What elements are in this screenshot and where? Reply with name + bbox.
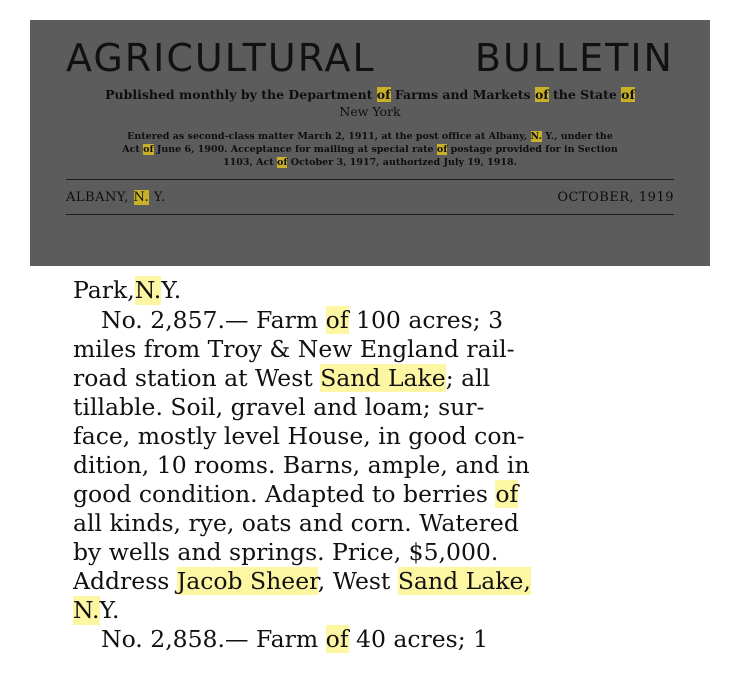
text-line [73,276,643,306]
entry-text: June 6, 1900. Acceptance for mailing at special rate [153,144,437,155]
location-text: Y. [149,190,166,205]
publisher-line [66,86,674,120]
line-text: , West [317,567,398,595]
entry-text: 1103, Act [223,157,277,168]
publisher-text: the State [548,87,622,102]
line-text: No. 2,857.— Farm [101,306,326,334]
publisher-text: Published monthly by the Department [105,87,377,102]
search-highlight: of [621,87,635,102]
dateline [66,190,674,205]
search-highlight: of [276,157,288,168]
text-line [73,335,643,364]
search-highlight: of [325,625,349,653]
bulletin-title [66,36,674,80]
search-highlight: Sand Lake, [397,567,531,595]
farm-listing-text [73,276,643,653]
line-text: face, mostly level House, in good con- [73,422,525,450]
entry-text: postage provided for in Section [447,144,618,155]
line-text [73,567,531,596]
line-text: Park, [73,276,135,304]
search-highlight: of [495,480,519,508]
text-line [73,306,643,335]
search-highlight: of [376,87,391,102]
divider-rule [66,179,674,180]
entry-text: Entered as second-class matter March 2, 1911, at the post office at Albany, [127,131,531,142]
line-text: Address [73,567,177,595]
search-highlight: Jacob Sheer [176,567,318,595]
line-text [73,364,490,393]
search-highlight: N. [133,190,150,205]
line-text: road station at West [73,364,321,392]
location-text: ALBANY, [66,190,134,205]
text-line [73,538,643,567]
entry-text: Act [122,144,144,155]
search-highlight: of [436,144,448,155]
title-right: BULLETIN [474,36,674,80]
text-line [73,596,643,625]
search-highlight: of [534,87,549,102]
line-text: tillable. Soil, gravel and loam; sur- [73,393,485,421]
line-text [73,480,518,509]
line-text: 100 acres; 3 [348,306,504,334]
search-highlight: N. [73,596,100,624]
search-highlight: N. [134,276,162,304]
search-highlight: of [325,306,349,334]
line-text: all kinds, rye, oats and corn. Watered [73,509,519,537]
text-line [73,422,643,451]
masthead-banner [30,20,710,266]
line-text: No. 2,858.— Farm [101,625,326,653]
line-text: good condition. Adapted to berries [73,480,496,508]
line-text [101,625,489,653]
search-highlight: of [143,144,154,155]
line-text: ; all [445,364,491,392]
search-highlight: N. [530,131,542,142]
publisher-text: Farms and Markets [390,87,535,102]
entry-notice [66,130,674,169]
search-highlight: Sand Lake [320,364,446,392]
line-text: Y. [161,276,182,304]
entry-text: Y., under the [541,131,613,142]
text-line [73,509,643,538]
entry-text: October 3, 1917, authorized July 19, 1918. [287,157,517,168]
title-left: AGRICULTURAL [66,36,376,80]
dateline-date: OCTOBER, 1919 [557,190,674,205]
text-line [73,480,643,509]
text-line [73,393,643,422]
line-text: Y. [99,596,120,624]
line-text: dition, 10 rooms. Barns, ample, and in [73,451,530,479]
text-line [73,364,643,393]
line-text: by wells and springs. Price, $5,000. [73,538,499,566]
publisher-state: New York [339,104,401,119]
divider-rule [66,214,674,215]
text-line [73,451,643,480]
text-line [73,567,643,596]
line-text: miles from Troy & New England rail- [73,335,515,363]
text-line [73,625,643,653]
line-text: 40 acres; 1 [348,625,489,653]
dateline-location [66,190,166,205]
line-text [101,306,503,335]
